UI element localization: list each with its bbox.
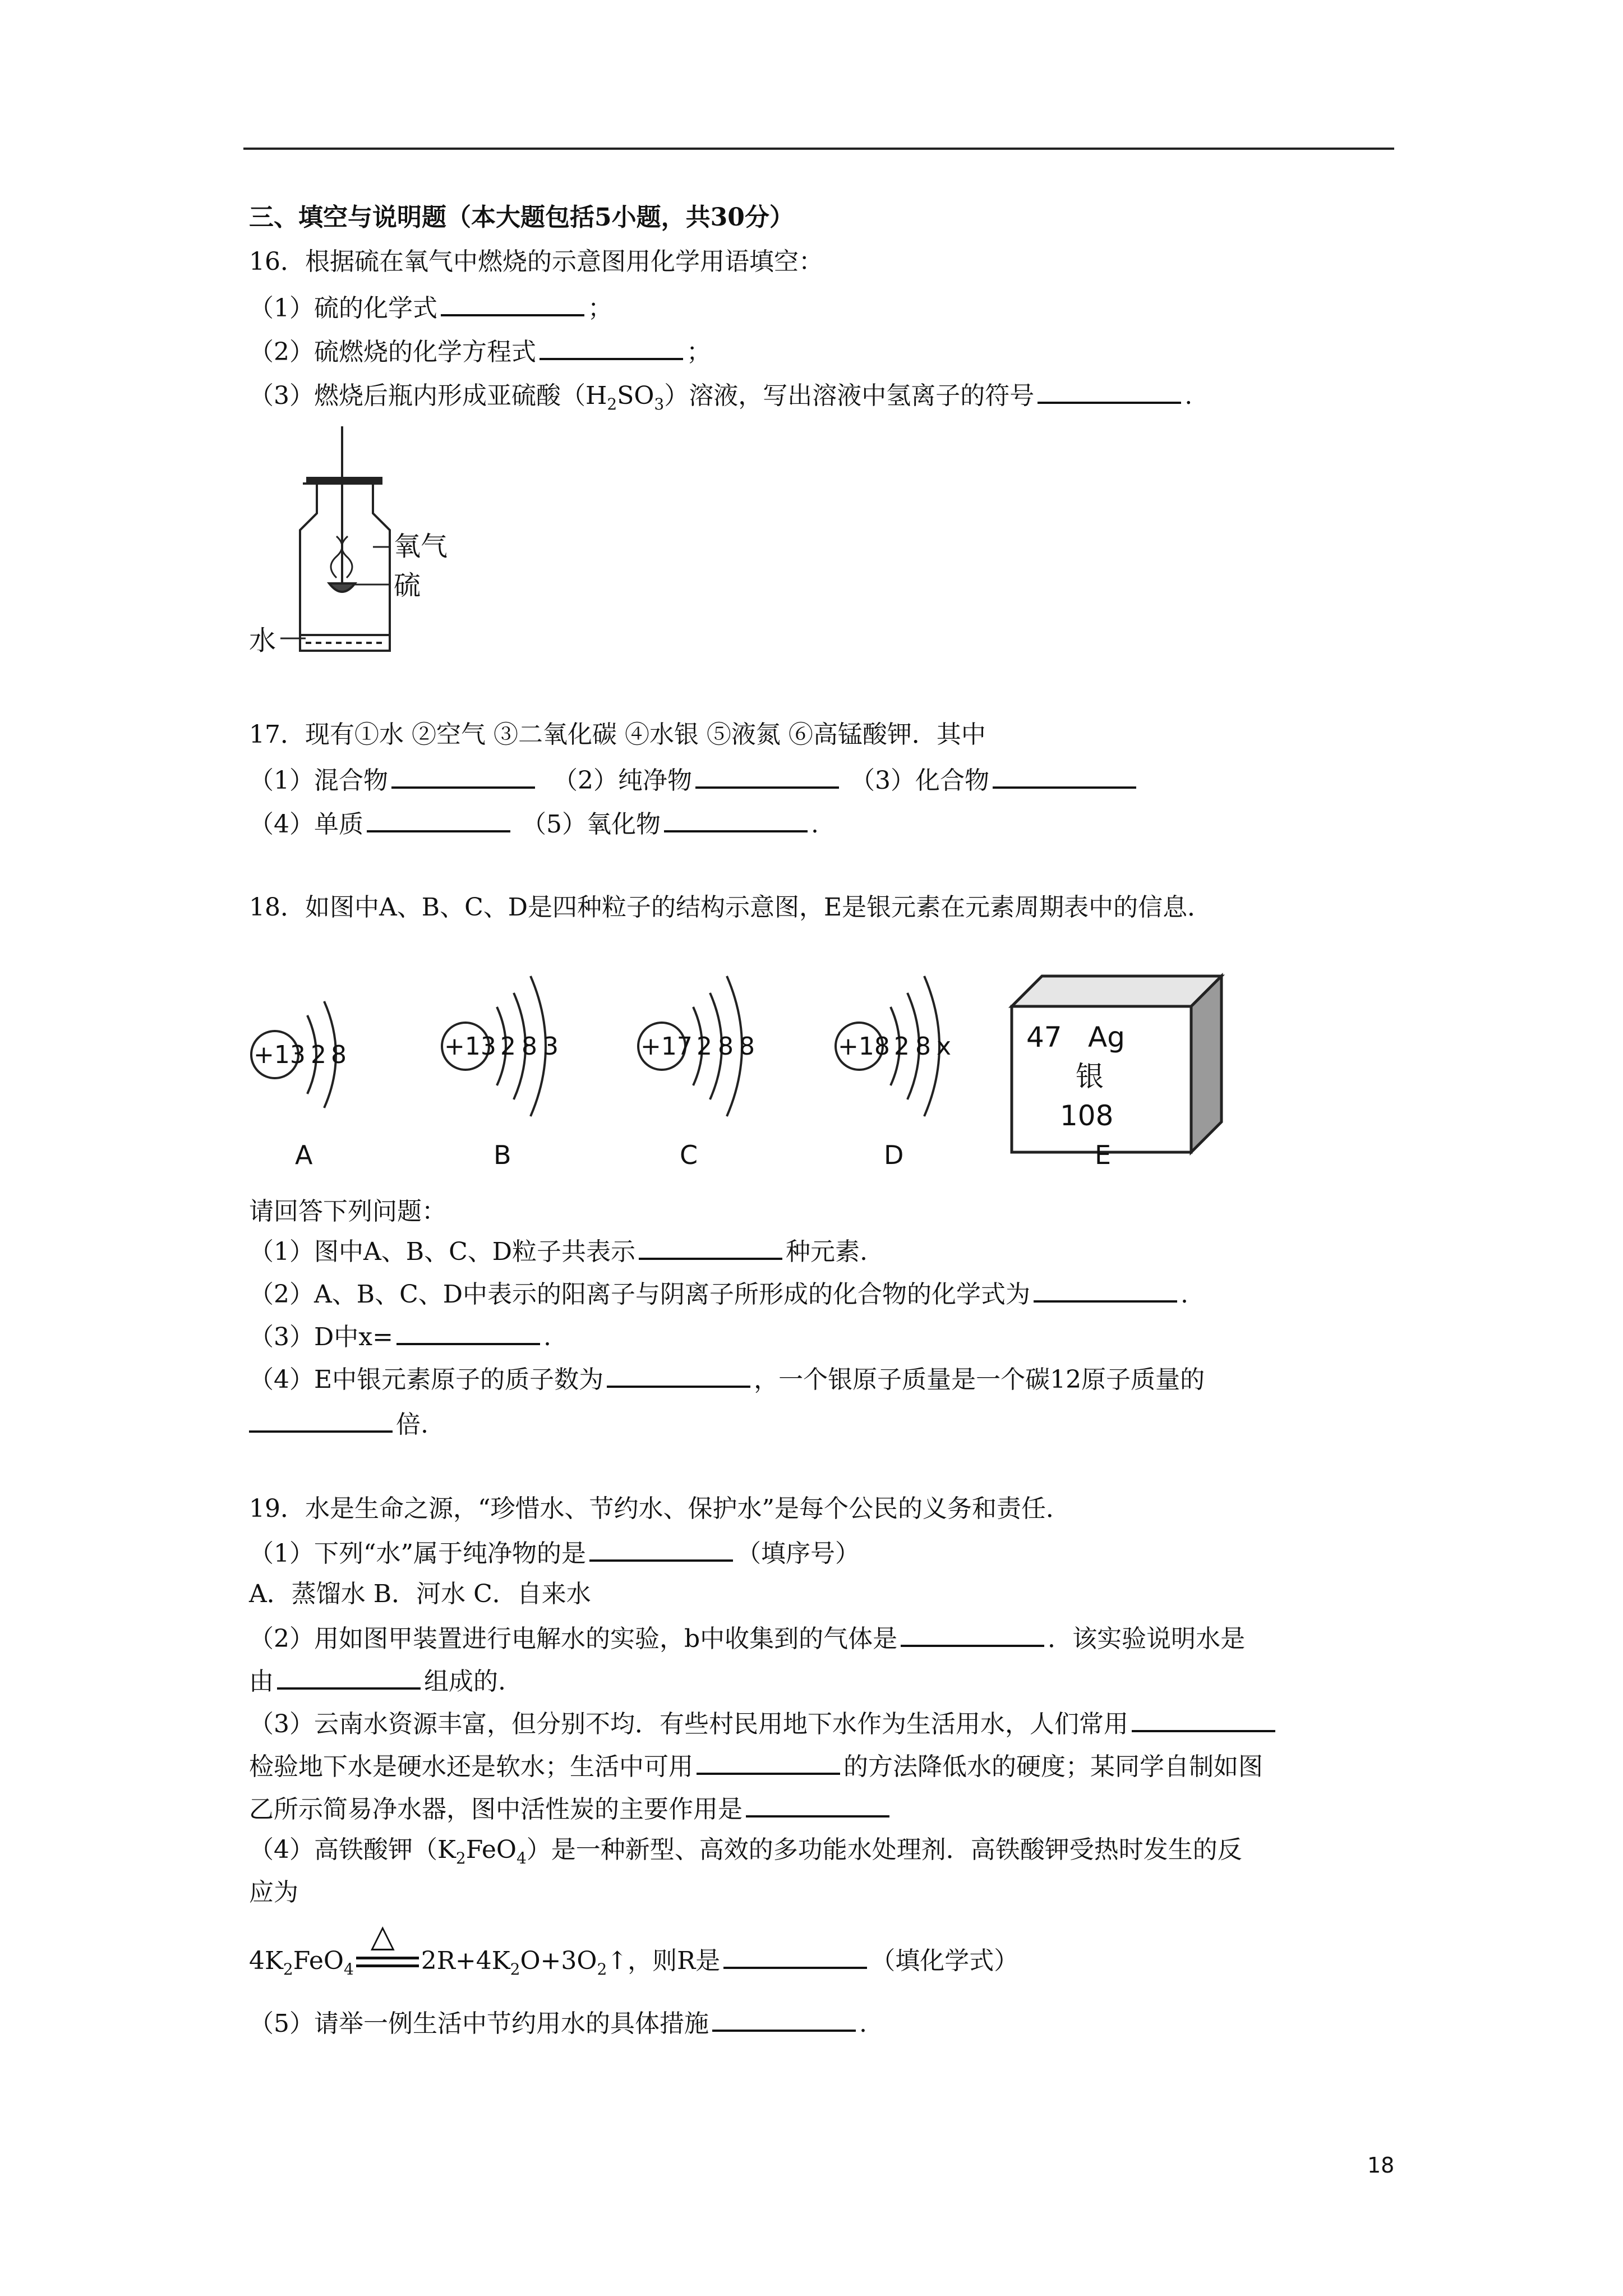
- atom-D-nucleus: +18: [838, 1032, 890, 1061]
- q19-part1: （1）下列“水”属于纯净物的是 （填序号）: [249, 1535, 860, 1571]
- atom-B-nucleus: +13: [444, 1032, 496, 1061]
- atom-D-shell-3: x: [937, 1032, 952, 1061]
- answer-blank[interactable]: [396, 1318, 540, 1345]
- section-title: 三、填空与说明题（本大题包括5小题，共30分）: [249, 203, 794, 232]
- q19-part2-cont: 由 组成的.: [249, 1663, 506, 1699]
- q17-line1: （1）混合物 （2）纯净物 （3）化合物: [249, 762, 1140, 798]
- q18-part4: （4）E中银元素原子的质子数为 ，一个银原子质量是一个碳12原子质量的: [249, 1361, 1205, 1397]
- q17-line2: （4）单质 （5）氧化物 .: [249, 806, 819, 841]
- q18-part2: （2）A、B、C、D中表示的阳离子与阴离子所形成的化合物的化学式为 .: [249, 1276, 1188, 1312]
- answer-blank[interactable]: [695, 762, 839, 789]
- q19-part4-cont: 应为: [249, 1878, 298, 1907]
- element-mass: 108: [1060, 1099, 1114, 1132]
- answer-blank[interactable]: [901, 1620, 1044, 1647]
- answer-blank[interactable]: [540, 333, 683, 360]
- atom-D-shell-2: 8: [915, 1032, 931, 1061]
- q19-part5: （5）请举一例生活中节约用水的具体措施 .: [249, 2005, 867, 2041]
- q18-prompt: 请回答下列问题：: [249, 1197, 446, 1226]
- sulfur-label: 硫: [394, 570, 421, 601]
- answer-blank[interactable]: [441, 289, 584, 316]
- heat-condition: [354, 1917, 421, 1977]
- particle-structure-diagrams: [247, 942, 1256, 1189]
- sulfur-combustion-jar-diagram: [247, 426, 482, 662]
- q16-part1: （1）硫的化学式 ；: [249, 289, 612, 325]
- answer-blank[interactable]: [607, 1361, 750, 1388]
- q18-part4-cont: 倍.: [249, 1406, 428, 1442]
- q18-stem: 18．如图中A、B、C、D是四种粒子的结构示意图，E是银元素在元素周期表中的信息．: [249, 893, 1212, 922]
- q17-stem: 17．现有①水 ②空气 ③二氧化碳 ④水银 ⑤液氮 ⑥高锰酸钾．其中: [249, 720, 986, 749]
- q19-part3: （3）云南水资源丰富，但分别不均．有些村民用地下水作为生活用水，人们常用: [249, 1705, 1279, 1741]
- answer-blank[interactable]: [391, 762, 535, 789]
- answer-blank[interactable]: [1038, 377, 1181, 404]
- q19-stem: 19．水是生命之源，“珍惜水、节约水、保护水”是每个公民的义务和责任．: [249, 1494, 1071, 1523]
- page-number: 18: [1367, 2153, 1395, 2178]
- atom-C-shell-2: 8: [718, 1032, 734, 1061]
- caption-A: A: [295, 1140, 313, 1170]
- answer-blank[interactable]: [664, 806, 808, 832]
- atom-D-shell-1: 2: [894, 1032, 910, 1061]
- atom-C-shell-1: 2: [697, 1032, 712, 1061]
- water-label: 水: [249, 625, 276, 656]
- atom-C-nucleus: +17: [640, 1032, 693, 1061]
- q19-equation: $4K_2FeO_4$ △ $2R+4K_2O+3O_2↑$，则R是 （填化学式）: [249, 1917, 1019, 1978]
- answer-blank[interactable]: [1034, 1276, 1177, 1303]
- element-name: 银: [1076, 1060, 1104, 1093]
- answer-blank[interactable]: [993, 762, 1136, 789]
- atom-B-shell-1: 2: [500, 1032, 516, 1061]
- q19-part3-cont: 检验地下水是硬水还是软水；生活中可用 的方法降低水的硬度；某同学自制如图: [249, 1748, 1263, 1784]
- atom-A-nucleus: +13: [253, 1041, 306, 1069]
- answer-blank[interactable]: [277, 1663, 421, 1690]
- q18-part1: （1）图中A、B、C、D粒子共表示 种元素.: [249, 1233, 868, 1269]
- atom-A-shell-2: 8: [331, 1041, 347, 1069]
- oxygen-label: 氧气: [394, 531, 448, 562]
- caption-B: B: [494, 1140, 511, 1170]
- q19-options: A．蒸馏水 B．河水 C．自来水: [249, 1580, 591, 1608]
- element-box-E: [1012, 976, 1221, 1152]
- answer-blank[interactable]: [746, 1791, 889, 1818]
- answer-blank[interactable]: [712, 2005, 856, 2032]
- answer-blank[interactable]: [1132, 1705, 1275, 1732]
- q19-part2: （2）用如图甲装置进行电解水的实验，b中收集到的气体是 ．该实验说明水是: [249, 1620, 1245, 1656]
- atom-B-shell-3: 3: [543, 1032, 559, 1061]
- q18-part3: （3）D中x= .: [249, 1318, 551, 1354]
- element-atomic-number: 47: [1026, 1021, 1062, 1053]
- q16-part2: （2）硫燃烧的化学方程式 ；: [249, 333, 711, 369]
- q19-part3-cont2: 乙所示简易净水器，图中活性炭的主要作用是: [249, 1791, 893, 1826]
- answer-blank[interactable]: [639, 1233, 782, 1260]
- element-symbol: Ag: [1088, 1021, 1125, 1053]
- answer-blank[interactable]: [249, 1406, 393, 1433]
- atom-A-shell-1: 2: [311, 1041, 326, 1069]
- answer-blank[interactable]: [589, 1535, 733, 1562]
- q19-part4: （4）高铁酸钾$(K_2FeO_4)$是一种新型、高效的多功能水处理剂．高铁酸钾受热时发生的反: [249, 1835, 1242, 1867]
- caption-D: D: [884, 1140, 904, 1170]
- q16-stem: 16．根据硫在氧气中燃烧的示意图用化学用语填空：: [249, 247, 823, 276]
- delta-symbol: △: [370, 1917, 395, 1954]
- q16-part3: （3）燃烧后瓶内形成亚硫酸$(H_2SO_3)$溶液，写出溶液中氢离子的符号 .: [249, 377, 1192, 421]
- atom-B-shell-2: 8: [522, 1032, 537, 1061]
- answer-blank[interactable]: [697, 1748, 840, 1775]
- atom-C-shell-3: 8: [739, 1032, 755, 1061]
- answer-blank[interactable]: [723, 1942, 867, 1969]
- caption-E: E: [1095, 1140, 1112, 1170]
- caption-C: C: [680, 1140, 698, 1170]
- answer-blank[interactable]: [367, 806, 510, 832]
- header-rule: [243, 148, 1394, 150]
